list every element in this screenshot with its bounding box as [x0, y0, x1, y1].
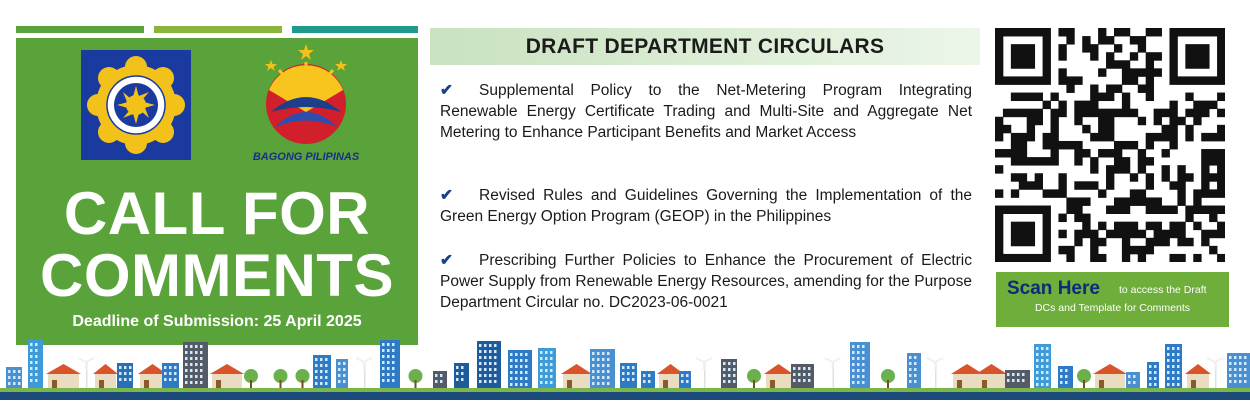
top-accent-bars [16, 26, 418, 33]
deadline-text: Deadline of Submission: 25 April 2025 [72, 313, 362, 330]
list-item [440, 80, 972, 143]
accent-bar-lime [154, 26, 282, 33]
checkmark-icon: ✔ [440, 252, 453, 269]
cityscape-illustration [0, 336, 1250, 400]
call-for-comments-panel [16, 38, 418, 345]
bagong-pilipinas-label: BAGONG PILIPINAS [252, 151, 360, 163]
comments-heading: COMMENTS [40, 242, 394, 309]
scan-here-box [996, 272, 1229, 327]
accent-bar-green [16, 26, 144, 33]
qr-code-icon[interactable] [995, 28, 1225, 262]
scan-here-line2: DCs and Template for Comments [1034, 302, 1191, 314]
scan-here-line1: to access the Draft [1119, 284, 1207, 296]
doe-seal-logo [81, 50, 191, 160]
checkmark-icon: ✔ [440, 187, 453, 204]
bagong-pilipinas-logo [241, 42, 371, 164]
list-item [440, 185, 972, 227]
accent-bar-teal [292, 26, 418, 33]
list-item-text: Revised Rules and Guidelines Governing the Implementation of the Green Energy Option Program (GEOP) in the Philippines [440, 187, 972, 225]
page-title: DRAFT DEPARTMENT CIRCULARS [525, 35, 885, 58]
list-item [440, 250, 972, 313]
list-item-text: Prescribing Further Policies to Enhance the Procurement of Electric Power Supply from Renewable Energy Resources, amending for the Purpose Department Circular no. DC2023-06-0021 [440, 252, 972, 311]
title-banner [430, 28, 980, 65]
call-for-heading: CALL FOR [63, 180, 371, 247]
scan-here-title: Scan Here [1007, 278, 1100, 299]
list-item-text: Supplemental Policy to the Net-Metering Program Integrating Renewable Energy Certificate Trading and Multi-Site and Aggregate Net Metering to Enhance Participant Benefits and Market Access [440, 82, 972, 141]
checkmark-icon: ✔ [440, 82, 453, 99]
